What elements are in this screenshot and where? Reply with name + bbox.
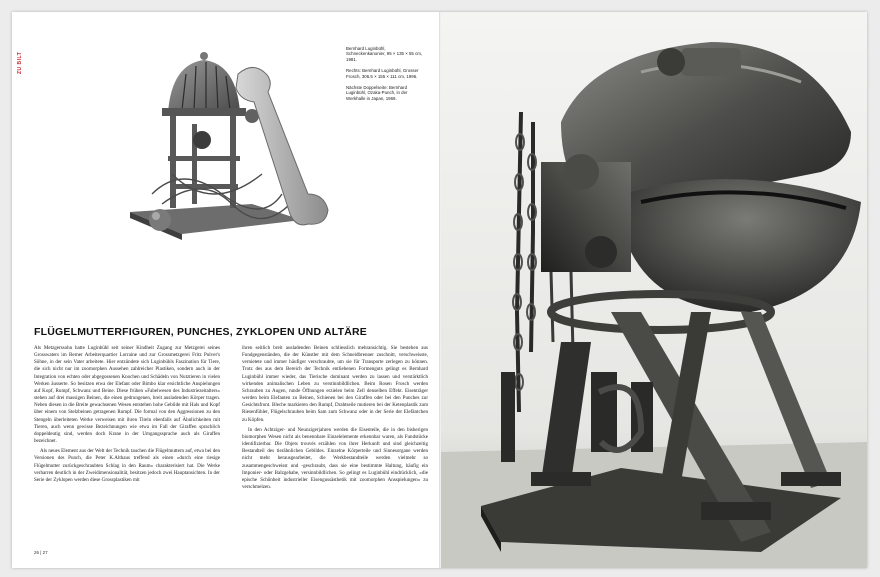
caption-schneckenkanonier: Bernhard Luginbühl, Schneckenkanonier, 95 × 135 × 55 cm, 1981. xyxy=(346,46,423,62)
paragraph: In den Achtziger- und Neunzigerjahren werden die Eisenteile, die in den bisherigen biomorphen Wesen nicht als benennbare Einzelelemente erkennbar waren, als Fundstücke identifizierbar. Die Objets trouvés erzählen von ihrer Herkunft und sind gleichzeitig Bestandteil des tierähnlichen Gebildes. Einzelne Körperteile und Sinnesorgane werden nicht mehr herausgearbeitet, die Werkbestandteile werden vielmehr so zusammengeschweisst und -geschraubt, dass sie eine bestimmte Haltung, häufig ein Imponier- oder Balzgehabe, versinnbildlichen. So gelingt es Luginbühl eindrücklich, «die epische Schönheit industrieller Eisengussästhetik mit zoomorphen Ansspielungen» zu verschmelzen. xyxy=(242,426,428,490)
paragraph: Als neues Element aus der Welt der Technik tauchen die Flügelmuttern auf, etwa bei den Versionen des Punch, die Peter K.Althaus treffend als einen «durch eine riesige Flügelmutter zurückgeschraubten Schlag in den Raum» charakterisiert hat. Die Werke verharren deutlich in der Zweidimensionalität, besitzen jedoch zwei Hauptansichten. In der Serie der Zyklopen werden diese Grossplastiken mit xyxy=(34,448,220,483)
right-page xyxy=(441,12,867,568)
schneckenkanonier-photo xyxy=(112,44,342,244)
left-page xyxy=(12,12,439,568)
sculpture-icon xyxy=(441,12,867,568)
text-column-2 xyxy=(242,345,428,545)
magazine-spread xyxy=(12,12,867,568)
paragraph: ihren seitlich breit ausladenden Beinen schliesslich mehransichtig. Sie bestehen aus Fundgegenständen, die der Künstler mit dem Schneidbrenner zuschnitt, verschweisste, vernietete und immer häufiger verschraubte, um sie für Transporte zerlegen zu können. Trotz des aus dem Bereich der Technik entliehenen Formenguts gelingt es Bernhard Luginbühl immer wieder, das Tierische dominant werden zu lassen und verstärktlich wirkenden animalischen Leben zu verstinnbildlichen. Beim Rosen Frosch werden Schrauben zu Augen, runde Öffnungen erzielen beim Zell denselben Effekt. Eisenträger werden beim Elefanten zu Beinen, Schienen bei den Giraffen oder bei den Punches zur Gesichtsfront. Bleche markieren den Rumpf, Drahtseile mutieren bei der Ketenplastik zum Riesenfühler, Flügelschrauben beim Sam zum Schwanz oder in der Serie der Elefäntchen zu Köpfen. xyxy=(242,345,428,423)
article-headline: FLÜGELMUTTERFIGUREN, PUNCHES, ZYKLOPEN UND ALTÄRE xyxy=(34,326,367,338)
caption-grosser-frosch: Rechts: Bernhard Luginbühl, Grosser Frosch, 306.5 × 155 × 111 cm, 1996. xyxy=(346,68,419,79)
sculpture-icon xyxy=(112,44,342,244)
section-tag: ZU BILT xyxy=(17,51,23,74)
paragraph: Als Metzgerssohn hatte Luginbühl seit seiner Kindheit Zugang zur Metzgerei seines Grosswaters im Berner Arbeiterquartier Lorraine und zur Grossmetzgerei Fritz Pulver's Söhne, in der sein Vater arbeitete. Hier entzündete sich Luginbühls Faszination für Tiere, die sich nicht nur im zoomorphen Aussehen zahlreicher Plastiken, sondern auch in der Integration von echten oder abgegossenen Knochen und Schädeln von Nutztieren in vielen Werken äusserte. So besitzen etwa der Elefant oder Bimbo klar ersichtliche Anspielungen auf Kopf, Rumpf, Schwanz und Beine. Diese frühen «Fabelwesen des Industriezeitalters» stehen auf drei massigen Beinen, die einen gedrungenen, breit ausladenden Körper tragen. Neben diesen in die Breite gewachsenen Wesen entstehen hohe Gebilde mit Hals und Kopf über einem von Stelzbeinen getragenen Rumpf. Die formal von den Aggressionen zu den Stengeln überleiteten Werke verweisen mit ihren Titeln ebenfalls auf Ähnlichkeiten mit Tieren, auch wenn gewisse Bezeichnungen wie etwa im Fall der Giraffen sprachlich doppeldeutig sind, werden doch Krane in der Umgangssprache auch als Giraffen bezeichnet. xyxy=(34,345,220,445)
caption-ozaka-punch: Nächste Doppelseite: Bernhard Luginbühl, Ozaka-Punch, in der Werkhalle in Japan, 1969. xyxy=(346,85,408,101)
grosser-frosch-photo xyxy=(441,12,867,568)
text-column-1 xyxy=(34,345,220,545)
page-folio: 26 | 27 xyxy=(34,550,48,555)
caption-block xyxy=(346,46,426,107)
